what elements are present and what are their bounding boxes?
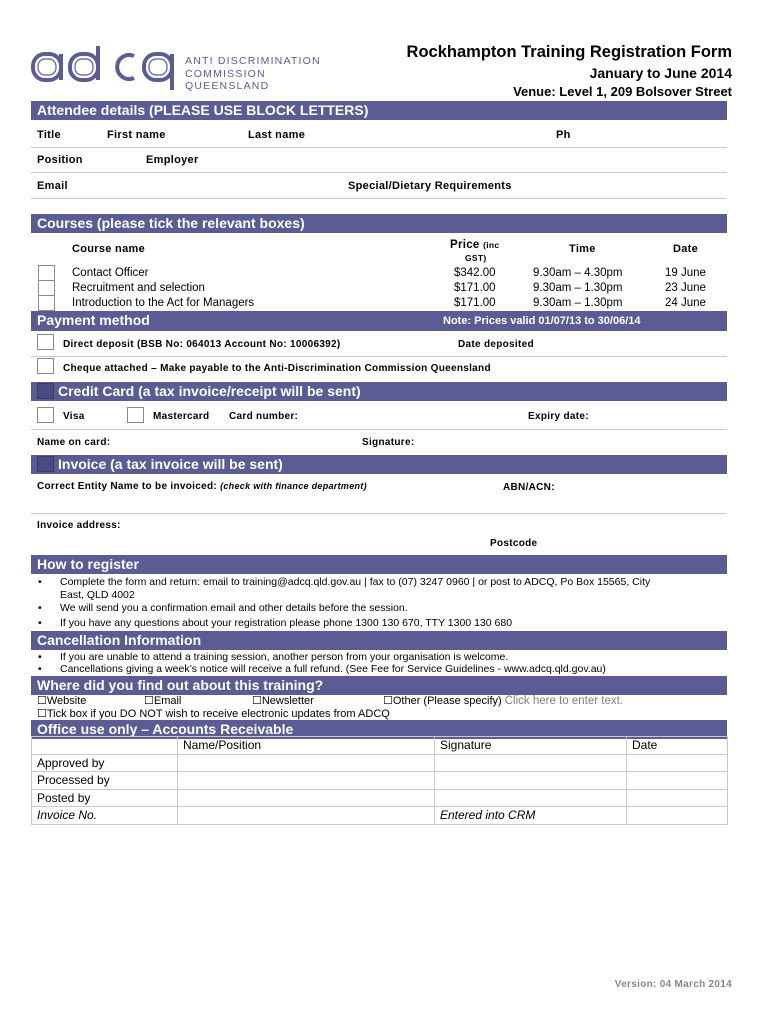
register-step-3: • If you have any questions about your registration please phone 1300 130 670, TTY 1300 130 680	[60, 617, 512, 629]
course-date-3: 24 June	[665, 297, 706, 309]
name-on-card-label: Name on card:	[37, 437, 111, 448]
logo-line-2: COMMISSION QUEENSLAND	[185, 68, 270, 92]
how-to-register-heading: How to register	[31, 555, 727, 574]
entity-label: Correct Entity Name to be invoiced: (check with finance department)	[37, 481, 367, 492]
course-price-3: $171.00	[454, 297, 496, 309]
course-name-3: Introduction to the Act for Managers	[72, 297, 255, 309]
cheque-checkbox[interactable]	[37, 358, 54, 374]
invoice-no-label: Invoice No.	[32, 807, 178, 825]
expiry-label: Expiry date:	[528, 411, 589, 422]
course-date-2: 23 June	[665, 282, 706, 294]
course-date-1: 19 June	[665, 267, 706, 279]
postcode-label: Postcode	[490, 538, 538, 549]
office-col-date: Date	[627, 737, 728, 755]
other-option[interactable]: ☐Other (Please specify) Click here to enter text.	[383, 695, 623, 707]
course-time-2: 9.30am – 1.30pm	[533, 282, 623, 294]
credit-card-checkbox[interactable]	[37, 383, 54, 399]
direct-deposit-label: Direct deposit (BSB No: 064013 Account No: 10006392)	[63, 339, 341, 350]
position-label: Position	[37, 154, 83, 166]
course-name-2: Recruitment and selection	[72, 282, 205, 294]
website-option[interactable]: ☐Website	[37, 695, 87, 707]
courses-heading: Courses (please tick the relevant boxes)	[31, 214, 727, 233]
register-step-1-cont: East, QLD 4002	[60, 589, 135, 601]
course-time-1: 9.30am – 4.30pm	[533, 267, 623, 279]
visa-checkbox[interactable]	[37, 407, 54, 423]
price-header-gst: GST)	[465, 253, 487, 263]
cheque-label: Cheque attached – Make payable to the Anti-Discrimination Commission Queensland	[63, 363, 491, 374]
invoice-heading: Invoice (a tax invoice will be sent)	[31, 455, 727, 474]
last-name-label: Last name	[248, 129, 306, 141]
visa-label: Visa	[63, 411, 85, 422]
office-col-signature: Signature	[435, 737, 627, 755]
credit-card-heading: Credit Card (a tax invoice/receipt will be sent)	[31, 382, 727, 401]
register-step-2: • We will send you a confirmation email and other details before the session.	[60, 602, 408, 614]
attendee-heading: Attendee details (PLEASE USE BLOCK LETTERS)	[31, 101, 727, 120]
phone-label: Ph	[556, 129, 571, 141]
course-time-3: 9.30am – 1.30pm	[533, 297, 623, 309]
mastercard-checkbox[interactable]	[127, 407, 144, 423]
version-label: Version: 04 March 2014	[614, 979, 732, 990]
course-name-1: Contact Officer	[72, 267, 149, 279]
adcq-logo-icon	[30, 46, 180, 90]
cancellation-item-2: • Cancellations giving a week’s notice will receive a full refund. (See Fee for Service Guidelines - www.adcq.qld.gov.au)	[60, 663, 606, 675]
divider	[31, 147, 727, 148]
prices-valid-note: Note: Prices valid 01/07/13 to 30/06/14	[443, 315, 641, 327]
course-checkbox-3[interactable]	[38, 295, 55, 311]
abn-label: ABN/ACN:	[503, 482, 555, 493]
divider	[31, 513, 727, 514]
posted-by-label: Posted by	[32, 789, 178, 807]
form-subtitle: January to June 2014	[589, 65, 732, 81]
office-table	[31, 736, 728, 825]
divider	[31, 198, 727, 199]
office-heading: Office use only – Accounts Receivable	[31, 720, 727, 739]
invoice-address-label: Invoice address:	[37, 520, 121, 531]
register-step-1: • Complete the form and return: email to training@adcq.qld.gov.au | fax to (07) 3247 0960 | or post to ADCQ, Po Box 15565, City	[60, 576, 650, 588]
signature-label: Signature:	[362, 437, 415, 448]
email-label: Email	[37, 180, 68, 192]
find-out-heading: Where did you find out about this training?	[31, 676, 727, 695]
date-deposited-label: Date deposited	[458, 339, 534, 350]
logo-line-1: ANTI DISCRIMINATION	[185, 55, 321, 67]
newsletter-option[interactable]: ☐Newsletter	[252, 695, 314, 707]
direct-deposit-checkbox[interactable]	[37, 334, 54, 350]
course-checkbox-2[interactable]	[38, 280, 55, 296]
payment-heading	[31, 311, 727, 331]
time-header: Time	[569, 243, 596, 255]
course-price-2: $171.00	[454, 282, 496, 294]
processed-by-label: Processed by	[32, 772, 178, 790]
venue: Venue: Level 1, 209 Bolsover Street	[513, 84, 732, 99]
divider	[31, 172, 727, 173]
invoice-checkbox[interactable]	[37, 456, 54, 472]
email-option[interactable]: ☐Email	[144, 695, 182, 707]
employer-label: Employer	[146, 154, 199, 166]
mastercard-label: Mastercard	[153, 411, 210, 422]
cancellation-heading: Cancellation Information	[31, 631, 727, 650]
office-col-name: Name/Position	[178, 737, 435, 755]
approved-by-label: Approved by	[32, 754, 178, 772]
optout-option[interactable]: ☐Tick box if you DO NOT wish to receive electronic updates from ADCQ	[37, 708, 390, 720]
cancellation-item-1: • If you are unable to attend a training session, another person from your organisation is welcome.	[60, 651, 508, 663]
form-title: Rockhampton Training Registration Form	[406, 43, 732, 61]
title-label: Title	[37, 129, 61, 141]
payment-heading-label: Payment method	[37, 312, 150, 328]
price-header: Price (inc	[450, 239, 500, 251]
divider	[31, 429, 727, 430]
course-checkbox-1[interactable]	[38, 265, 55, 281]
first-name-label: First name	[107, 129, 166, 141]
adcq-logo	[30, 46, 350, 92]
course-name-header: Course name	[72, 243, 145, 255]
card-number-label: Card number:	[229, 411, 299, 422]
other-specify-input[interactable]: Click here to enter text.	[504, 695, 623, 707]
entered-crm-label: Entered into CRM	[435, 807, 627, 825]
dietary-label: Special/Dietary Requirements	[348, 180, 512, 192]
date-header: Date	[673, 243, 699, 255]
course-price-1: $342.00	[454, 267, 496, 279]
divider	[31, 356, 727, 357]
